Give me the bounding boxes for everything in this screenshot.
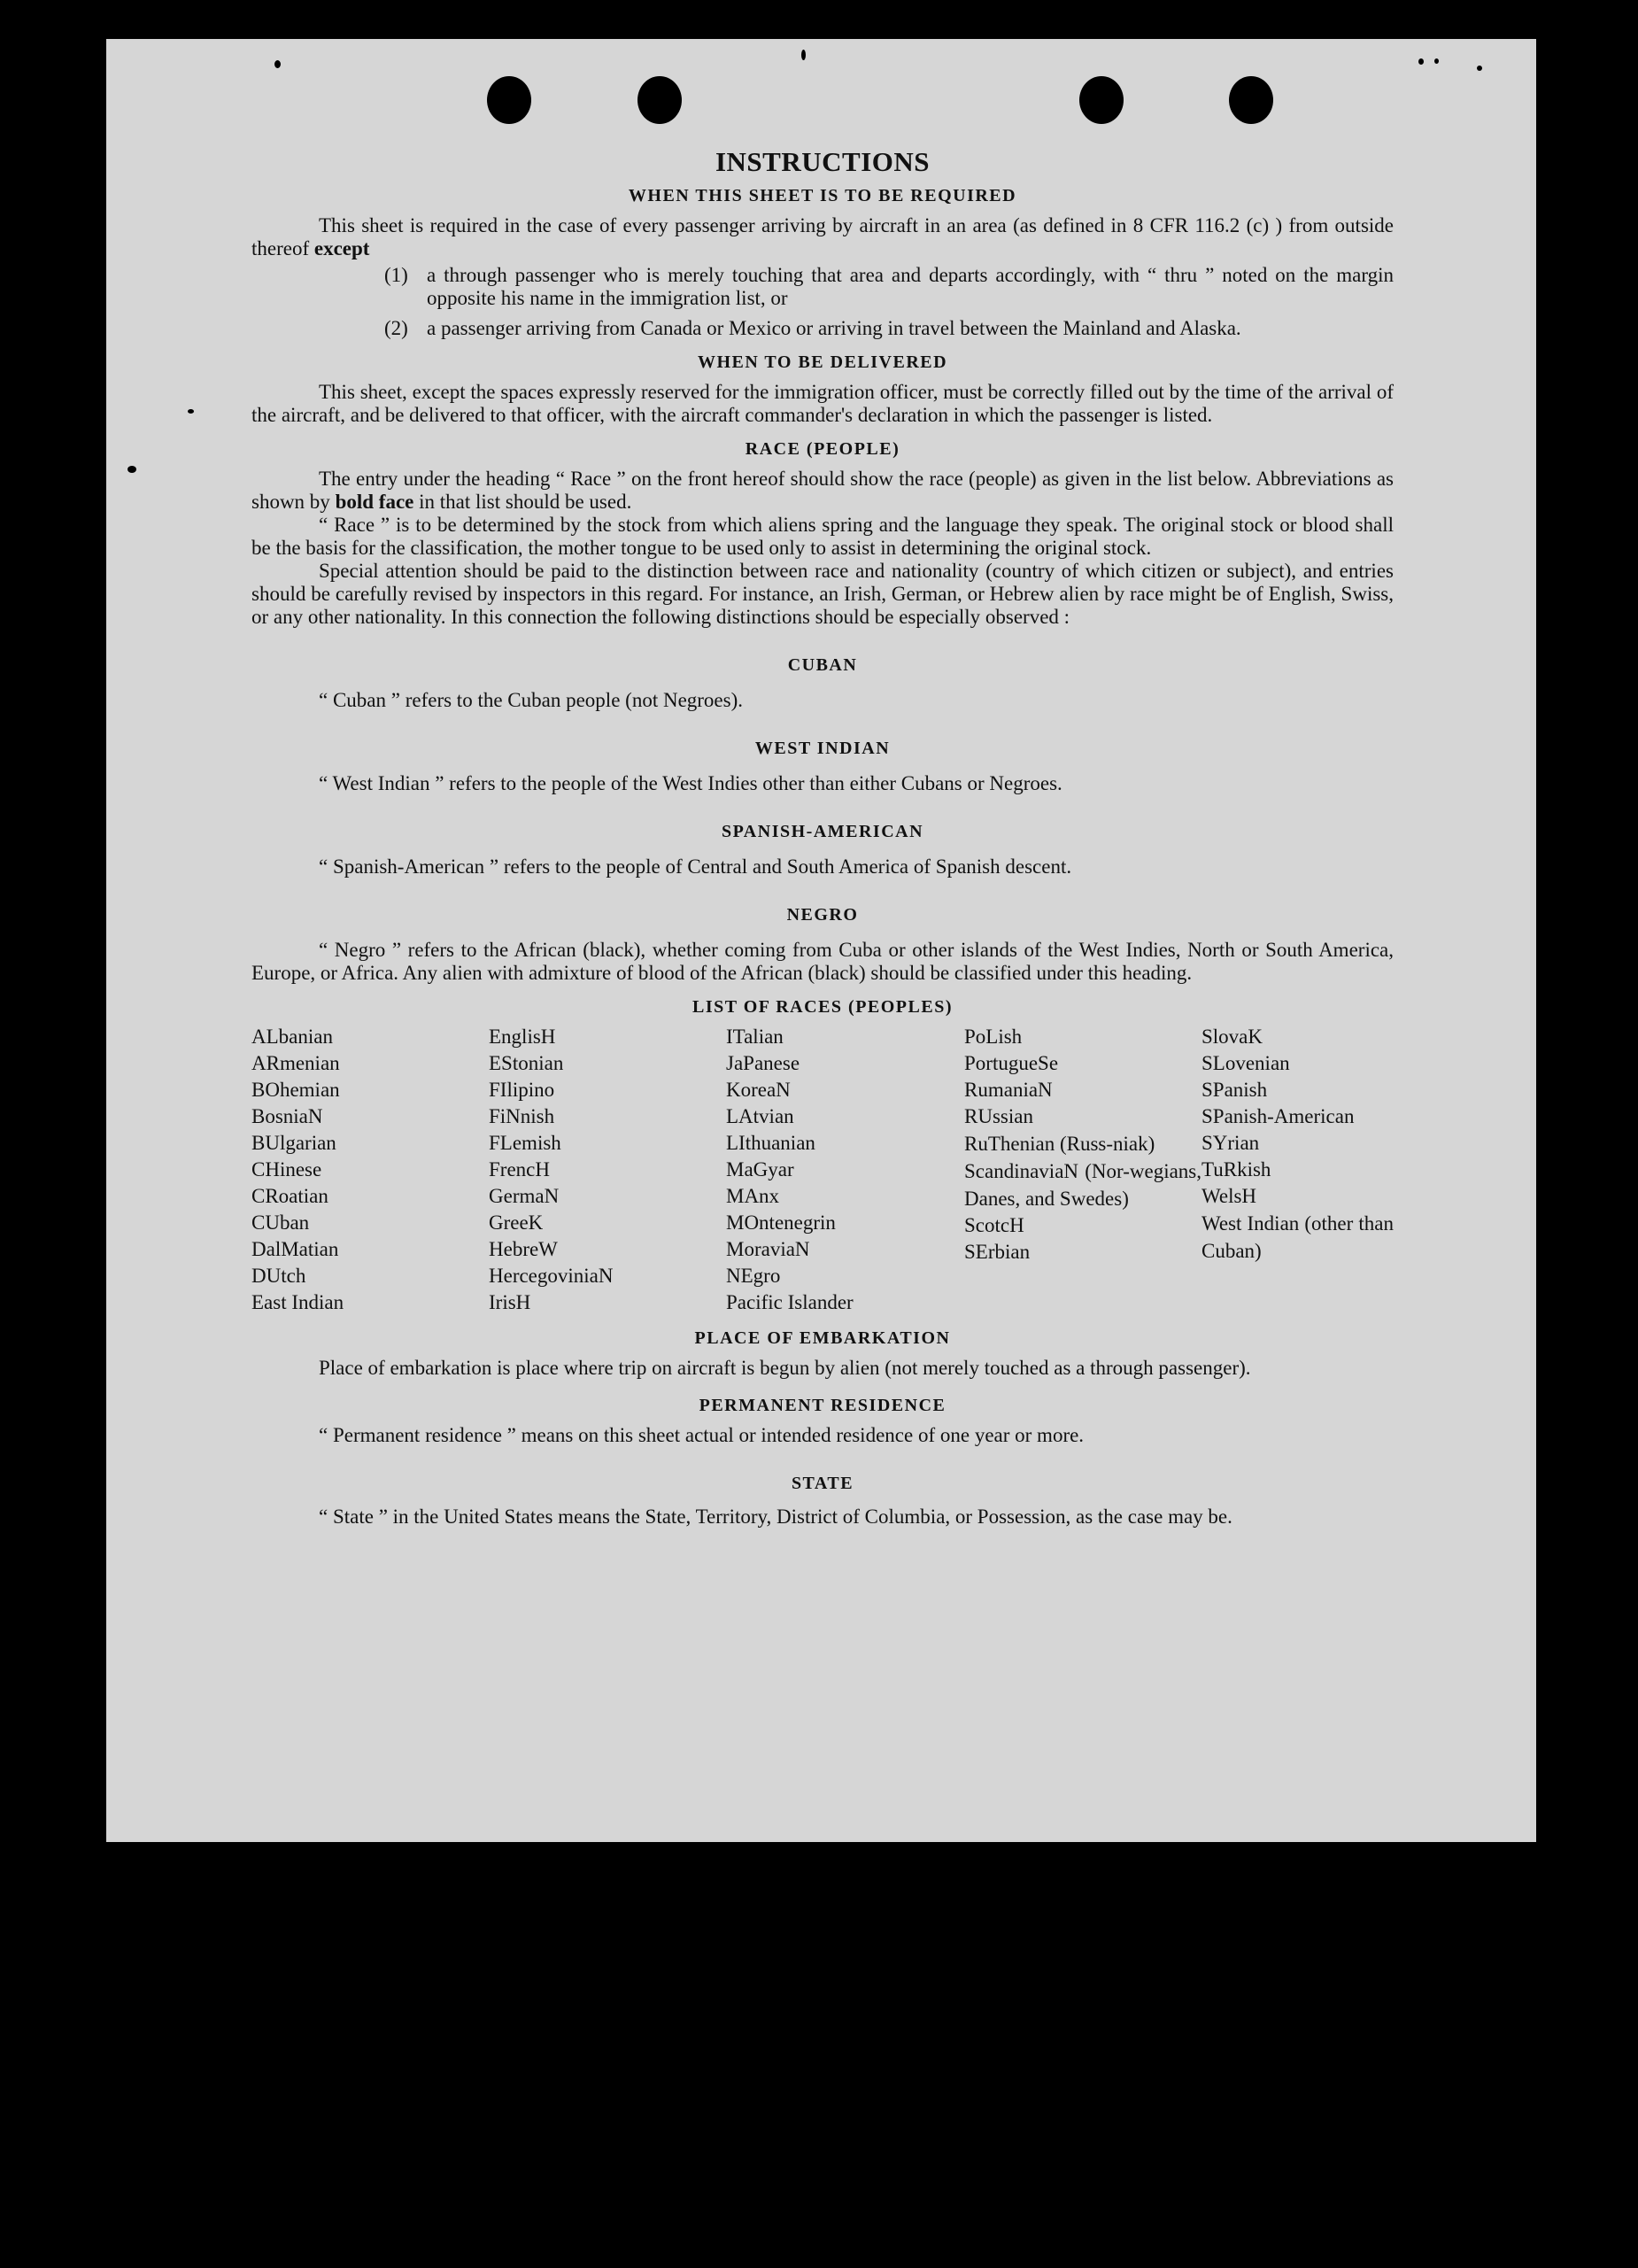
race-entry: MAnx [726,1185,780,1207]
race-entry: BOhemian [251,1079,340,1101]
page-title: INSTRUCTIONS [715,146,930,177]
race-entry: CUban [251,1211,310,1234]
race-entry: CHinese [251,1158,322,1180]
race-entry: SlovaK [1201,1026,1263,1048]
race-entry: MaGyar [726,1158,794,1180]
races-column [726,1024,964,1316]
race-entry: LAtvian [726,1105,794,1127]
race-entry: FiNnish [489,1105,555,1127]
race-entry: MoraviaN [726,1238,810,1260]
paragraph [251,214,1394,260]
races-column [489,1024,726,1316]
race-entry: SYrian [1201,1132,1260,1154]
section-heading: CUBAN [787,655,858,675]
punch-hole [1229,76,1273,124]
list-item [384,317,1394,340]
race-entry: WelsH [1201,1185,1257,1207]
race-entry: EStonian [489,1052,564,1074]
speck [127,466,136,473]
race-entry: BUlgarian [251,1132,336,1154]
paragraph: “ State ” in the United States means the State, Territory, District of Columbia, or Possession, as the case may be. [319,1506,1232,1528]
intro-bold-text: except [313,237,370,259]
races-column [964,1024,1201,1316]
item-text: a through passenger who is merely touching that area and departs accordingly, with “ thru ” noted on the margin opposite his name in the immigration list, or [427,264,1394,309]
race-entry: SPanish [1201,1079,1268,1101]
section-heading: PERMANENT RESIDENCE [699,1396,946,1415]
race-entry: FLemish [489,1132,561,1154]
race-entry: ScandinaviaN (Nor-wegians, Danes, and Swedes) [964,1160,1201,1210]
race-entry: PortugueSe [964,1052,1059,1074]
race-text: The entry under the heading “ Race ” on the front hereof should show the race (people) as given in the list below. Abbreviations as shown by [251,468,1394,513]
race-entry: RuThenian (Russ-niak) [964,1133,1155,1155]
definitions [251,654,1394,985]
race-entry: DUtch [251,1265,306,1287]
section-heading: PLACE OF EMBARKATION [694,1328,951,1348]
race-entry: ARmenian [251,1052,340,1074]
race-entry: IrisH [489,1291,531,1313]
paragraph: “ Race ” is to be determined by the stock from which aliens spring and the language they speak. The original stock or blood shall be the basis for the classification, the mother tongue to be used only to assist in determining the original stock. [251,514,1394,559]
race-entry: Pacific Islander [726,1291,854,1313]
race-entry: FrencH [489,1158,550,1180]
speck [1418,58,1424,65]
race-entry: RUssian [964,1105,1033,1127]
race-entry: PoLish [964,1026,1023,1048]
section-heading: LIST OF RACES (PEOPLES) [692,997,953,1017]
paragraph [251,468,1394,514]
race-entry: KoreaN [726,1079,791,1101]
intro-text: This sheet is required in the case of every passenger arriving by aircraft in an area (as defined in 8 CFR 116.2 (c) ) from outside thereof [251,214,1394,259]
speck [274,60,281,68]
section-heading: WHEN TO BE DELIVERED [697,352,948,372]
race-entry: FIlipino [489,1079,555,1101]
item-number: (2) [384,317,408,339]
paragraph: This sheet, except the spaces expressly reserved for the immigration officer, must be correctly filled out by the time of the arrival of the aircraft, and be delivered to that officer, with the aircraft commander's declaration in which the passenger is listed. [251,381,1394,426]
section-heading: STATE [791,1474,854,1493]
race-entry: GermaN [489,1185,560,1207]
race-entry: SLovenian [1201,1052,1290,1074]
section-heading: WEST INDIAN [754,739,891,758]
paragraph: “ Permanent residence ” means on this sheet actual or intended residence of one year or more. [319,1424,1085,1446]
section-heading: RACE (PEOPLE) [745,439,900,459]
race-entry: EnglisH [489,1026,556,1048]
races-column [251,1024,489,1316]
section-heading: SPANISH-AMERICAN [721,822,924,841]
punch-hole [1079,76,1124,124]
item-number: (1) [384,264,408,286]
definition-text: “ Cuban ” refers to the Cuban people (not Negroes). [319,689,744,711]
race-entry: ITalian [726,1026,784,1048]
races-column [1201,1024,1394,1316]
speck [1477,66,1482,71]
punch-hole [637,76,682,124]
race-entry: HercegoviniaN [489,1265,614,1287]
race-entry: LIthuanian [726,1132,815,1154]
list-item [384,264,1394,310]
race-entry: RumaniaN [964,1079,1053,1101]
races-table [251,1024,1394,1316]
race-text: in that list should be used. [419,491,632,513]
race-entry: SPanish-American [1201,1105,1355,1127]
speck [1434,58,1439,64]
race-entry: MOntenegrin [726,1211,836,1234]
race-entry: SErbian [964,1241,1031,1263]
race-entry: DalMatian [251,1238,339,1260]
race-entry: East Indian [251,1291,344,1313]
document-page [106,39,1536,1842]
race-entry: ScotcH [964,1214,1024,1236]
definition-text: “ West Indian ” refers to the people of the West Indies other than either Cubans or Negroes. [319,772,1062,794]
item-text: a passenger arriving from Canada or Mexico or arriving in travel between the Mainland and Alaska. [427,317,1241,339]
race-entry: West Indian (other than Cuban) [1201,1212,1394,1262]
section-heading: NEGRO [786,905,859,925]
race-bold-text: bold face [335,491,414,513]
race-entry: ALbanian [251,1026,333,1048]
race-entry: NEgro [726,1265,781,1287]
race-entry: TuRkish [1201,1158,1271,1180]
race-entry: CRoatian [251,1185,328,1207]
paragraph: Place of embarkation is place where trip on aircraft is begun by alien (not merely touched as a through passenger). [319,1357,1251,1379]
paragraph: Special attention should be paid to the distinction between race and nationality (country of which citizen or subject), and entries should be carefully revised by inspectors in this regard. For instance, an Irish, German, or Hebrew alien by race might be of English, Swiss, or any other nationality. In this connection the following distinctions should be especially observed : [251,560,1394,628]
speck [801,50,806,60]
race-entry: JaPanese [726,1052,800,1074]
instructions-body [251,146,1394,1532]
definition-text: “ Negro ” refers to the African (black), whether coming from Cuba or other islands of the West Indies, North or South America, Europe, or Africa. Any alien with admixture of blood of the African (black) should be classified under this heading. [251,939,1394,984]
race-entry: HebreW [489,1238,558,1260]
section-heading: WHEN THIS SHEET IS TO BE REQUIRED [628,186,1017,205]
race-entry: GreeK [489,1211,544,1234]
race-entry: BosniaN [251,1105,323,1127]
speck [188,409,194,414]
definition-text: “ Spanish-American ” refers to the people of Central and South America of Spanish descent. [319,855,1072,878]
punch-hole [487,76,531,124]
